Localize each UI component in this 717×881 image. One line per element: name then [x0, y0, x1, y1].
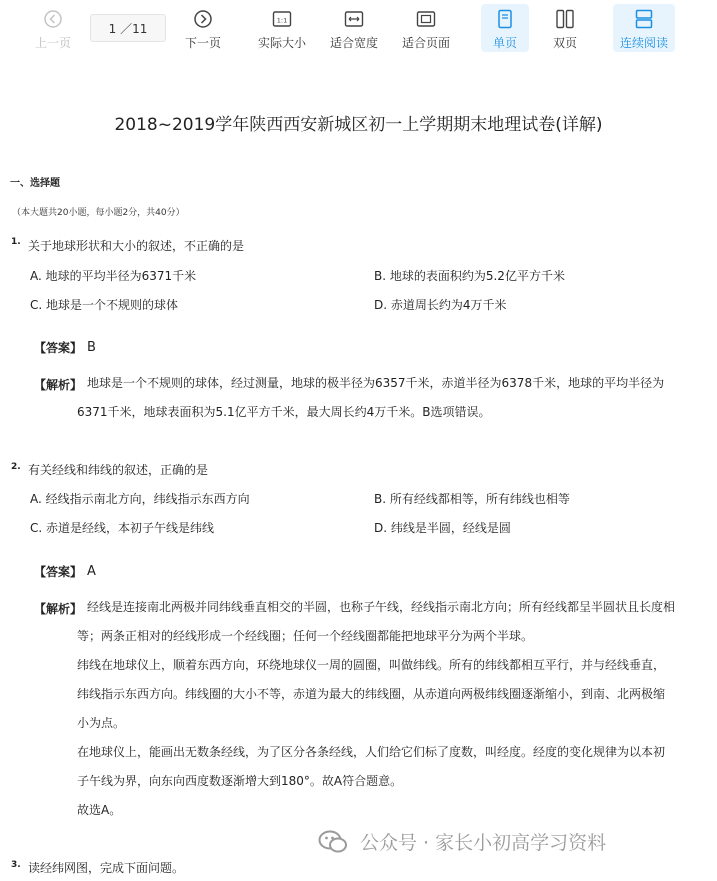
chevron-left-circle-icon	[42, 8, 64, 30]
actual-size-button[interactable]	[252, 4, 312, 52]
svg-text:1:1: 1:1	[276, 16, 288, 25]
continuous-reading-label: 连续阅读	[619, 36, 668, 50]
option-b: B. 地球的表面积约为5.2亿平方千米	[374, 269, 565, 283]
option-c: C. 赤道是经线，本初子午线是纬线	[30, 521, 215, 535]
fit-page-icon	[415, 8, 437, 30]
option-d: D. 纬线是半圆，经线是圆	[374, 521, 511, 535]
analysis-tag: 【解析】	[34, 378, 83, 392]
analysis-line: 小为点。	[77, 716, 126, 730]
prev-page-button[interactable]	[30, 4, 76, 52]
fit-page-button[interactable]	[396, 4, 456, 52]
analysis-line: 地球是一个不规则的球体，经过测量，地球的极半径为6357千米，赤道半径为6378千米，地球的平均半径为	[87, 376, 665, 390]
actual-size-icon	[271, 8, 293, 30]
analysis-line: 纬线在地球仪上，顺着东西方向，环绕地球仪一周的圆圈，叫做纬线。所有的纬线都相互平行，并与经线垂直，	[77, 658, 666, 672]
answer-tag: 【答案】	[34, 341, 83, 355]
continuous-reading-icon	[633, 8, 655, 30]
double-page-label: 双页	[552, 36, 577, 50]
wechat-icon	[318, 829, 348, 855]
page-indicator-text: 1 ／11	[108, 21, 148, 36]
analysis-line: 经线是连接南北两极并同纬线垂直相交的半圆，也称子午线，经线指示南北方向；所有经线都呈半圆状且长度相	[87, 600, 676, 614]
watermark-text: 公众号 · 家长小初高学习资料	[360, 832, 607, 854]
single-page-label: 单页	[492, 36, 517, 50]
fit-width-label: 适合宽度	[329, 36, 378, 50]
analysis-line: 等；两条正相对的经线形成一个经线圈；任何一个经线圈都能把地球平分为两个半球。	[77, 629, 534, 643]
double-page-button[interactable]	[541, 4, 589, 52]
analysis-tag: 【解析】	[34, 602, 83, 616]
single-page-button[interactable]	[481, 4, 529, 52]
analysis-line: 在地球仪上，能画出无数条经线，为了区分各条经线，人们给它们标了度数，叫经度。经度的变化规律为以本初	[77, 745, 666, 759]
actual-size-label: 实际大小	[257, 36, 306, 50]
double-page-icon	[554, 8, 576, 30]
single-page-icon	[494, 8, 516, 30]
fit-page-label: 适合页面	[401, 36, 450, 50]
option-c: C. 地球是一个不规则的球体	[30, 298, 179, 312]
fit-width-button[interactable]	[324, 4, 384, 52]
fit-width-icon	[343, 8, 365, 30]
section-note: （本大题共20小题，每小题2分，共40分）	[12, 208, 185, 218]
document-title: 2018~2019学年陕西西安新城区初一上学期期末地理试卷(详解)	[114, 115, 603, 135]
question-number: 3.	[11, 860, 21, 870]
toolbar	[0, 0, 717, 58]
option-d: D. 赤道周长约为4万千米	[374, 298, 507, 312]
question-text: 有关经线和纬线的叙述，正确的是	[28, 463, 209, 477]
analysis-line: 纬线指示东西方向。纬线圈的大小不等，赤道为最大的纬线圈，从赤道向两极纬线圈逐渐缩小，到南、北两极缩	[77, 687, 666, 701]
option-b: B. 所有经线都相等，所有纬线也相等	[374, 492, 570, 506]
analysis-line: 6371千米，地球表面积为5.1亿平方千米，最大周长约4万千米。B选项错误。	[77, 405, 491, 419]
answer-value: A	[87, 564, 96, 579]
answer-tag: 【答案】	[34, 565, 83, 579]
option-a: A. 地球的平均半径为6371千米	[30, 269, 197, 283]
question-number: 2.	[11, 462, 21, 472]
watermark	[318, 828, 606, 855]
page-indicator[interactable]	[90, 14, 166, 42]
continuous-reading-button[interactable]	[613, 4, 675, 52]
next-page-label: 下一页	[184, 36, 221, 50]
analysis-line: 子午线为界，向东向西度数逐渐增大到180°。故A符合题意。	[77, 774, 403, 788]
section-title: 一、选择题	[10, 178, 60, 189]
question-text: 关于地球形状和大小的叙述，不正确的是	[28, 239, 245, 253]
answer-value: B	[87, 340, 96, 355]
chevron-right-circle-icon	[192, 8, 214, 30]
prev-page-label: 上一页	[34, 36, 71, 50]
analysis-line: 故选A。	[77, 803, 122, 817]
question-number: 1.	[11, 237, 21, 247]
question-text: 读经纬网图，完成下面问题。	[28, 861, 185, 875]
next-page-button[interactable]	[180, 4, 226, 52]
option-a: A. 经线指示南北方向，纬线指示东西方向	[30, 492, 250, 506]
